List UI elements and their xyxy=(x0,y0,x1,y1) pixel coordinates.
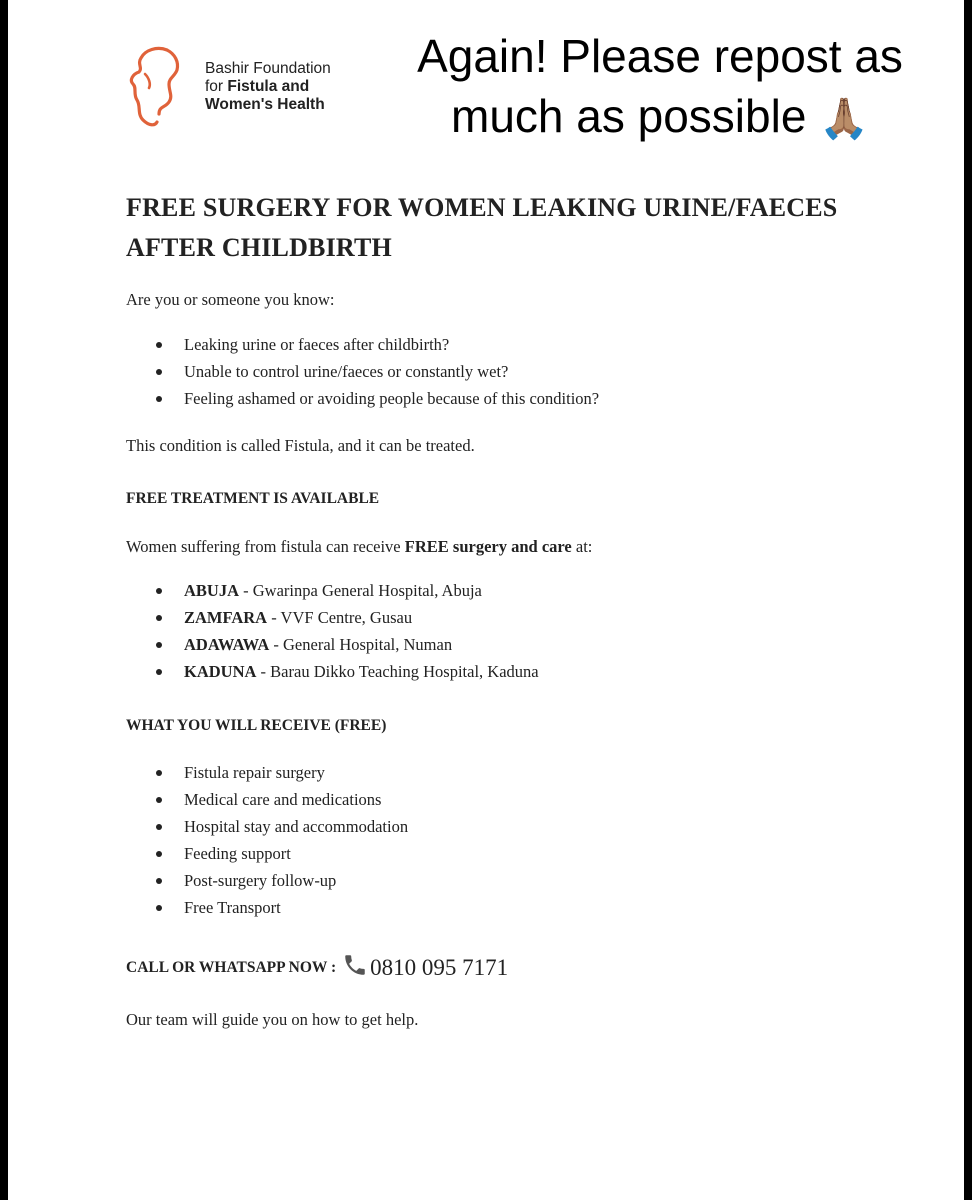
symptom-list xyxy=(126,331,599,412)
list-item xyxy=(126,604,539,631)
list-item: Medical care and medications xyxy=(126,786,408,813)
woman-profile-icon xyxy=(123,44,193,132)
treatment-intro-after: at: xyxy=(571,537,593,556)
list-item: Feeling ashamed or avoiding people because of this condition? xyxy=(126,385,599,412)
overlay-line-1: Again! Please repost as xyxy=(417,30,903,82)
location-state: KADUNA xyxy=(184,662,257,681)
treatment-intro xyxy=(126,537,592,557)
title-line-1: FREE SURGERY FOR WOMEN LEAKING URINE/FAECES xyxy=(126,193,838,222)
list-item: Feeding support xyxy=(126,840,408,867)
page-title xyxy=(126,188,886,268)
praying-hands-icon: 🙏🏽 xyxy=(819,97,869,141)
list-item: Leaking urine or faeces after childbirth? xyxy=(126,331,599,358)
foundation-logo xyxy=(123,44,373,134)
benefits-list xyxy=(126,759,408,921)
list-item: Unable to control urine/faeces or constantly wet? xyxy=(126,358,599,385)
logo-line-2-bold: Fistula and xyxy=(227,78,310,95)
call-line xyxy=(126,952,508,983)
condition-note: This condition is called Fistula, and it can be treated. xyxy=(126,436,475,455)
call-label: CALL OR WHATSAPP NOW : xyxy=(126,958,337,976)
location-state: ADAWAWA xyxy=(184,635,270,654)
title-line-2: AFTER CHILDBIRTH xyxy=(126,233,392,262)
list-item: Free Transport xyxy=(126,894,408,921)
list-item: Hospital stay and accommodation xyxy=(126,813,408,840)
logo-line-2-prefix: for xyxy=(205,78,228,95)
telephone-icon xyxy=(342,952,368,983)
location-state: ZAMFARA xyxy=(184,608,268,627)
logo-line-1: Bashir Foundation xyxy=(205,60,331,77)
overlay-line-2-text: much as possible xyxy=(451,90,807,142)
receive-heading: WHAT YOU WILL RECEIVE (FREE) xyxy=(126,717,387,734)
location-place: - Gwarinpa General Hospital, Abuja xyxy=(239,581,482,600)
list-item: Fistula repair surgery xyxy=(126,759,408,786)
treatment-heading: FREE TREATMENT IS AVAILABLE xyxy=(126,490,380,507)
intro-text: Are you or someone you know: xyxy=(126,290,335,309)
location-state: ABUJA xyxy=(184,581,240,600)
overlay-line-2 xyxy=(380,86,940,149)
closing-text: Our team will guide you on how to get help. xyxy=(126,1010,419,1029)
phone-number[interactable]: 0810 095 7171 xyxy=(370,954,509,980)
list-item xyxy=(126,658,539,685)
repost-overlay-text xyxy=(380,26,940,149)
list-item xyxy=(126,631,539,658)
location-place: - General Hospital, Numan xyxy=(269,635,453,654)
location-list xyxy=(126,577,539,685)
logo-line-3: Women's Health xyxy=(205,96,325,113)
flyer-page xyxy=(8,0,964,1200)
list-item: Post-surgery follow-up xyxy=(126,867,408,894)
logo-line-2 xyxy=(205,78,331,96)
treatment-intro-before: Women suffering from fistula can receive xyxy=(126,537,405,556)
location-place: - VVF Centre, Gusau xyxy=(267,608,413,627)
treatment-intro-bold: FREE surgery and care xyxy=(404,537,572,556)
list-item xyxy=(126,577,539,604)
location-place: - Barau Dikko Teaching Hospital, Kaduna xyxy=(256,662,539,681)
